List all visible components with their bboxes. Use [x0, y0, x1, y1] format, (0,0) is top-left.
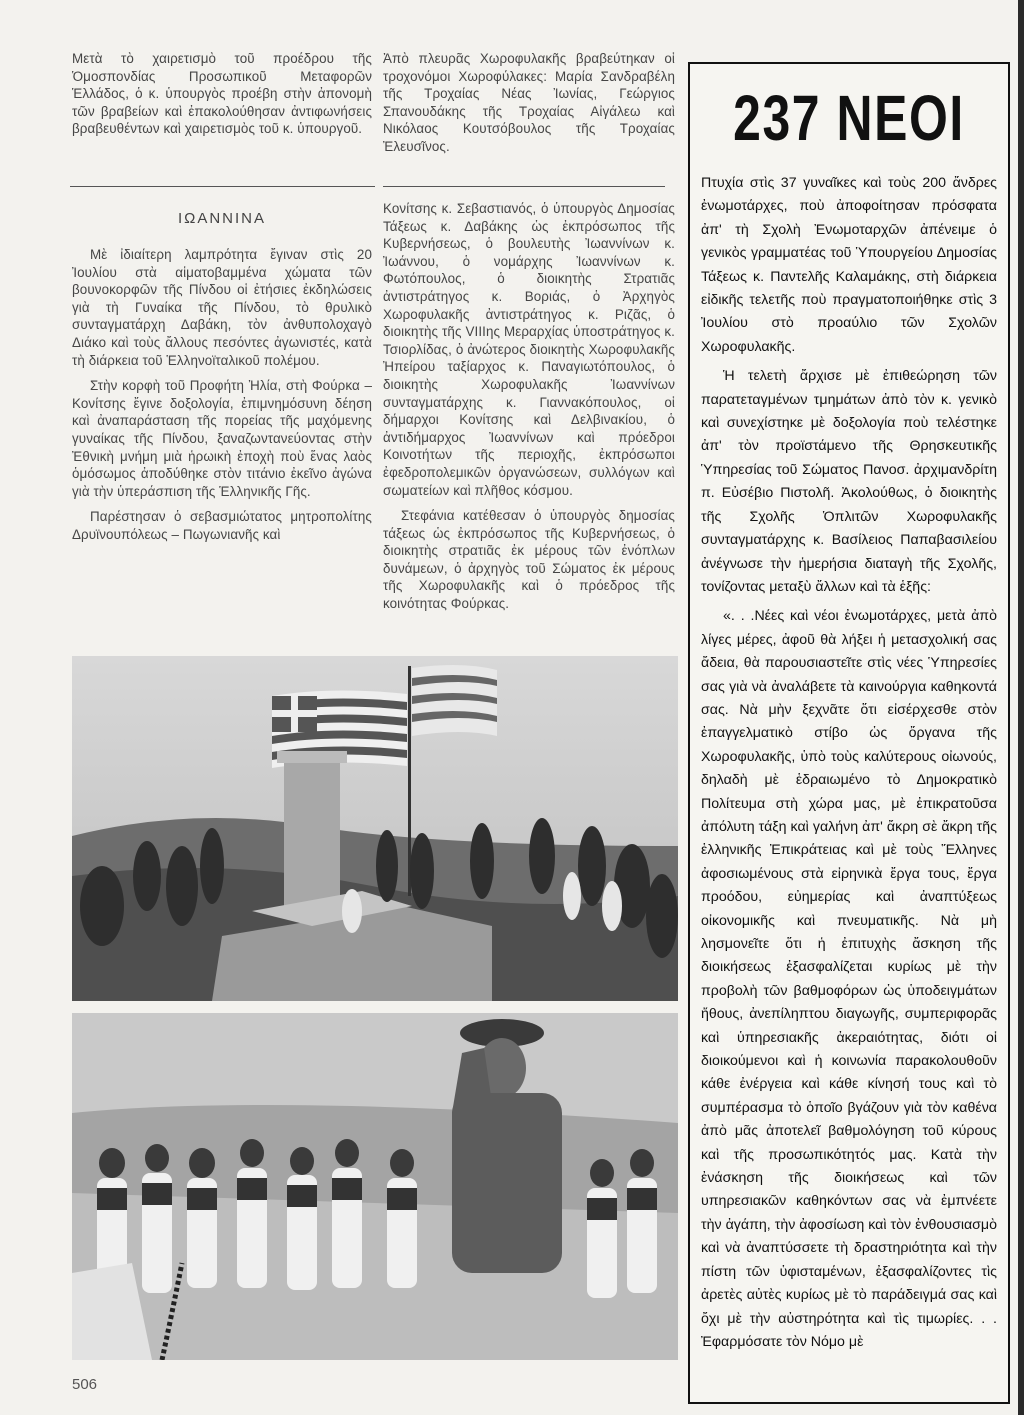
box-paragraph-1: Πτυχία στὶς 37 γυναῖκες καὶ τοὺς 200 ἄνδρες ἐνωμοτάρχες, ποὺ ἀποφοίτησαν πρόσφατα ἀπ' τὴ Σχολὴ Ἐνωμοταρχῶν ἀπένειμε ὁ γενικὸς γραμματέας τοῦ Ὑπουργείου Δημοσίας Τάξεως κ. Παντελῆς Καλαμάκης, στὴ διάρκεια εἰδικῆς τελετῆς ποὺ πραγματοποιήθηκε στὶς 3 Ἰουλίου στὸ προαύλιο τῶν Σχολῶν Χωροφυλακῆς. — [701, 175, 997, 355]
page-number: 506 — [72, 1376, 98, 1393]
box-paragraph-2: Ἡ τελετὴ ἄρχισε μὲ ἐπιθεώρηση τῶν παρατεταγμένων τμημάτων ἀπὸ τὸν κ. γενικὸ καὶ συνεχίστηκε μὲ δοξολογία ποὺ τελέστηκε ἀπ' τὸν προϊστάμενο τῆς Θρησκευτικῆς Ὑπηρεσίας τοῦ Σώματος Πανοσ. ἀρχιμανδρίτη π. Εὐσέβιο Πιστολῆ. Ἀκολούθως, ὁ διοικητὴς τῆς Σχολῆς Ὁπλιτῶν Χωροφυλακῆς συνταγματάρχης κ. Βασίλειος Παπαβασιλείου ἀνέγνωσε τὴν ἡμερήσια διαταγὴ τῆς Σχολῆς, τονίζοντας μεταξὺ ἄλλων καὶ τὰ ἑξῆς: — [701, 368, 997, 595]
middle-paragraph-2: Στεφάνια κατέθεσαν ὁ ὑπουργὸς δημοσίας τάξεως ὡς ἐκπρόσωπος τῆς Κυβερνήσεως, ὁ διοικητὴς στρατιᾶς ἐκ μέρους τῶν ἐνόπλων δυνάμεων, ὁ ἀρχηγὸς τοῦ Σώματος ἐκ μέρους τῆς Χωροφυλακῆς καὶ ὁ πρόεδρος τῆς κοινότητας Φούρκας. — [383, 508, 675, 612]
photo-officer-saluting — [72, 1013, 678, 1360]
left-intro-paragraph: Μετὰ τὸ χαιρετισμὸ τοῦ προέδρου τῆς Ὁμοσπονδίας Προσωπικοῦ Μεταφορῶν Ἑλλάδος, ὁ κ. ὑπουργὸς προέβη στὴν ἀπονομὴ τῶν βραβείων καὶ ἐπακολούθησαν ἀντιφωνήσεις βραβευθέντων καὶ χαιρετισμὸς τοῦ κ. ὑπουργοῦ. — [72, 51, 372, 137]
middle-body — [383, 200, 675, 621]
left-column — [72, 50, 372, 146]
left-paragraph-3: Παρέστησαν ὁ σεβασμιώτατος μητροπολίτης Δρυϊνουπόλεως – Πωγωνιανῆς καὶ — [72, 509, 372, 542]
left-paragraph-2: Στὴν κορφὴ τοῦ Προφήτη Ἠλία, στὴ Φούρκα – Κονίτσης ἔγινε δοξολογία, ἐπιμνημόσυνη δέηση καὶ ἀναπαράσταση τῆς πορείας τῆς μαχόμενης γυναίκας τῆς Πίνδου, ξαναζωντανεύοντας στὴν Ἐθνικὴ μνήμη μιὰ ἡρωικὴ ἐποχὴ ποὺ ἕνας λαὸς ὁμόσωμος ἀποδύθηκε στὸν τιτάνιο ἐκεῖνο ἀγώνα γιὰ τὴν ὑπεράσπιση τῆς Ἑλληνικῆς Γῆς. — [72, 378, 372, 499]
middle-intro-paragraph: Ἀπὸ πλευρᾶς Χωροφυλακῆς βραβεύτηκαν οἱ τροχονόμοι Χωροφύλακες: Μαρία Σανδραβέλη τῆς Τροχαίας Νέας Ἰωνίας, Γεώργιος Σπανουδάκης τῆς Τροχαίας Αἰγάλεω καὶ Νικόλαος Κουτσόβουλος τῆς Τροχαίας Ἐλευσῖνος. — [383, 51, 675, 154]
box-body — [701, 172, 997, 1360]
left-body — [72, 246, 372, 552]
box-title: 237 ΝΕΟΙ — [733, 82, 965, 154]
box-paragraph-3: «. . .Νέες καὶ νέοι ἐνωμοτάρχες, μετὰ ἀπὸ λίγες μέρες, ἀφοῦ θὰ λήξει ἡ μετασχολική σας ἄδεια, θὰ παρουσιαστεῖτε στὶς νέες Ὑπηρεσίες σας γιὰ νὰ ἀναλάβετε τὰ καινούργια καθηκοντά σας. Νὰ μὴν ξεχνᾶτε ὅτι εἰσέρχεσθε στὸν ἐπαγγελματικὸ στίβο ὡς ὄργανα τῆς Χωροφυλακῆς, ὑπὸ τοὺς καλύτερους οἰωνούς, δηλαδὴ μὲ ἑδραιωμένο τὸ Δημοκρατικὸ Πολίτευμα στὴ χώρα μας, μὲ ἐπικρατοῦσα ἀπόλυτη τάξη καὶ γαλήνη ἀπ' ἄκρη σὲ ἄκρη τῆς ἑλληνικῆς Ἐπικράτειας καὶ μὲ τοὺς Ἕλληνες ἀφοσιωμένους στὰ εἰρηνικὰ ἔργα τους, ἔργα προόδου, εὐημερίας καὶ ἀναπτύξεως οἰκονομικῆς καὶ πνευματικῆς. Νὰ μὴ λησμονεῖτε ὅτι ἡ ἐπιτυχὴς ἄσκηση τῆς διοικήσεως ἐξασφαλίζεται κυρίως μὲ τὴν προβολὴ τῶν βαθμοφόρων ὡς ὑποδειγμάτων ἤθους, ἀνεπίληπτου διαγωγῆς, συμπεριφορᾶς καὶ ὑπηρεσιακῆς ἀκεραιότητας, διότι οἱ διοικούμενοι καὶ ἡ κοινωνία παρακολουθοῦν κάθε ἐνέργεια καὶ κάθε κίνησή τους καὶ τὸ συμπέρασμα τὸ ὁποῖο βγάζουν γιὰ τὸν καθένα ἀπὸ μᾶς ἀποτελεῖ βαθμολόγηση τοῦ κύρους καὶ τῆς προσωπικότητός μας. Κατὰ τὴν ἐνάσκηση τῆς διοικήσεως καὶ τῶν υπηρεσιακῶν καθηκόντων σας νὰ ἐμπνέετε τὴν ἀγάπη, τὴν ἀφοσίωση καὶ τὸν ἐνθουσιασμὸ καὶ νὰ ἀναπτύσσετε τὴ δραστηριότητα καὶ τὴν πίστη τῶν ὑφισταμένων, ἐξασφαλίζοντες τὶς ἀρετὲς αὐτὲς κυρίως μὲ τὸ παράδειγμά σας καὶ ὄχι μὲ τὴν αὐστηρότητα καὶ τὶς τιμωρίες. . . Ἐφαρμόσατε τὸν Νόμο μὲ — [701, 608, 997, 1350]
photo-monument-ceremony — [72, 656, 678, 1001]
article-box-237-neoi — [688, 62, 1010, 1404]
middle-paragraph-1: Κονίτσης κ. Σεβαστιανός, ὁ ὑπουργὸς Δημοσίας Τάξεως κ. Δαβάκης ὡς ἐκπρόσωπος τῆς Κυβερνήσεως, ὁ βουλευτὴς Ἰωαννίνων κ. Ἰωάννου, ὁ νομάρχης Ἰωαννίνων κ. Φωτόπουλος, ὁ διοικητὴς Στρατιᾶς ἀντιστράτηγος κ. Βοριάς, ὁ Ἀρχηγὸς Χωροφυλακῆς ἀντιστράτηγος κ. Ριζᾶς, ὁ διοικητὴς τῆς VIIIης Μεραρχίας ὑποστράτηγος κ. Τσιορλίδας, ὁ ἀνώτερος διοικητὴς Χωροφυλακῆς Ἠπείρου ταξίαρχος κ. Παναγιωτόπουλος, ὁ διοικητὴς Χωροφυλακῆς Ἰωαννίνων συνταγματάρχης κ. Γιαννακόπουλος, οἱ δήμαρχοι Κονίτσης καὶ Δελβινακίου, ὁ ἀντιδήμαρχος Ἰωαννίνων καὶ πρόεδροι Κοινοτήτων τῆς περιοχῆς, ἐκπρόσωποι ἐφεδροπολεμικῶν ὀργανώσεων, συλλόγων καὶ σωματείων καὶ πλῆθος κόσμου. — [383, 201, 675, 498]
photo-monument-illustration — [72, 656, 678, 1001]
second-flag — [412, 665, 497, 736]
photo-officer-illustration — [72, 1013, 678, 1360]
section-heading-ioannina: ΙΩΑΝΝΙΝΑ — [177, 210, 267, 227]
middle-column — [383, 50, 675, 164]
middle-divider — [383, 186, 665, 187]
left-divider — [70, 186, 375, 187]
left-paragraph-1: Μὲ ἰδιαίτερη λαμπρότητα ἔγιναν στὶς 20 Ἰουλίου στὰ αἱματοβαμμένα χώματα τῶν βουνοκορφῶν τῆς Πίνδου οἱ ἐτήσιες ἐκδηλώσεις γιὰ τὴ Γυναίκα τῆς Πίνδου, τὸ θρυλικὸ συνταγματάρχη Δαβάκη, τὸν ἀνθυπολοχαγὸ Διάκο καὶ τοὺς ἄλλους πεσόντες ἀγωνιστές, κατὰ τὴ διάρκεια τοῦ Ἑλληνοϊταλικοῦ πολέμου. — [72, 247, 372, 368]
page-edge-shadow — [1018, 0, 1024, 1415]
